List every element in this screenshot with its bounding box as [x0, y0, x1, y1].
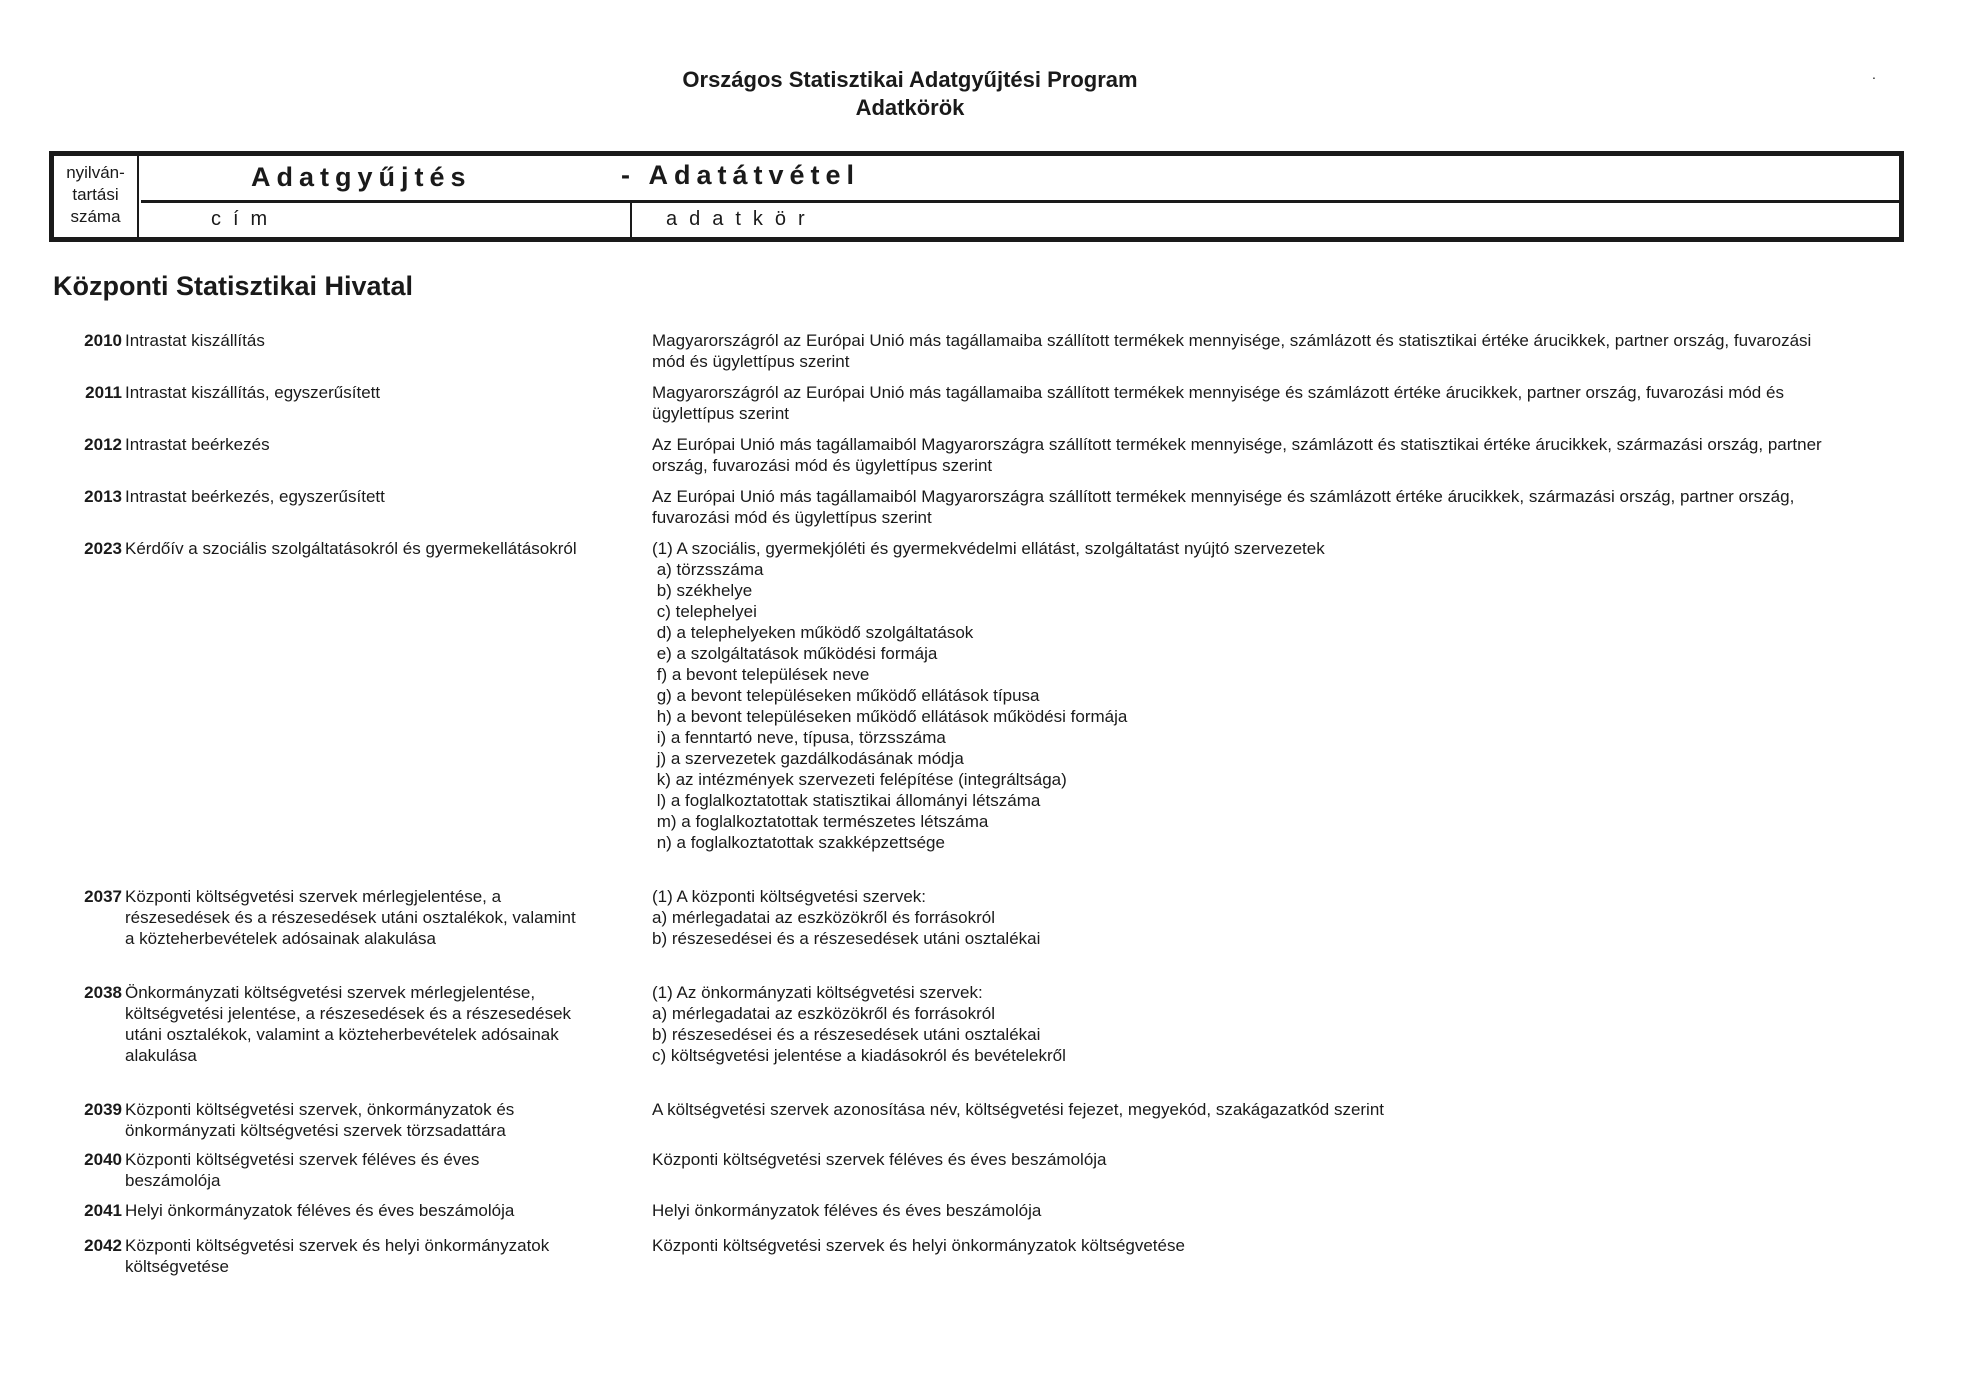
data-scope-line: Központi költségvetési szervek és helyi önkormányzatok költségvetése — [652, 1236, 1185, 1255]
header-top-row — [141, 156, 1899, 203]
data-scope-line: Az Európai Unió más tagállamaiból Magyarországra szállított termékek mennyisége, számlázott és statisztikai értéke árucikkek, származási ország, partner — [652, 435, 1822, 454]
registry-number: 2023 — [84, 539, 122, 558]
data-scope — [643, 1149, 1952, 1191]
data-scope-line: a) mérlegadatai az eszközökről és forrásokról — [652, 1004, 995, 1023]
data-scope-line: l) a foglalkoztatottak statisztikai állományi létszáma — [652, 791, 1041, 810]
collection-title — [122, 382, 643, 424]
header-adatatvetel: - Adatátvétel — [621, 160, 861, 190]
collection-title-line: a közteherbevételek adósainak alakulása — [125, 929, 436, 948]
data-scope — [643, 982, 1952, 1066]
collection-title-line: Központi költségvetési szervek féléves és éves — [125, 1150, 480, 1169]
registry-number: 2042 — [84, 1236, 122, 1255]
collection-title — [122, 538, 643, 853]
data-scope-line: k) az intézmények szervezeti felépítése (integráltsága) — [652, 770, 1067, 789]
table-row — [0, 886, 1983, 949]
collection-title — [122, 330, 643, 372]
collection-title-line: önkormányzati költségvetési szervek törzsadattára — [125, 1121, 506, 1140]
header-cim: cím — [211, 208, 280, 230]
data-scope — [643, 330, 1952, 372]
data-scope-line: Magyarországról az Európai Unió más tagállamaiba szállított termékek mennyisége, számlázott és statisztikai értéke árucikkek, partner ország, fuvarozási — [652, 331, 1812, 350]
corner-mark: . — [1872, 66, 1876, 82]
header-adatkor: adatkör — [666, 208, 817, 230]
registry-number: 2012 — [84, 435, 122, 454]
data-scope-line: m) a foglalkoztatottak természetes létszáma — [652, 812, 989, 831]
data-scope-line: i) a fenntartó neve, típusa, törzsszáma — [652, 728, 946, 747]
collection-title — [122, 982, 643, 1066]
header-bottom-row — [141, 203, 1899, 237]
table-row — [0, 982, 1983, 1066]
collection-title-line: részesedések és a részesedések utáni osztalékok, valamint — [125, 908, 576, 927]
registry-number: 2037 — [84, 887, 122, 906]
data-scope-line: g) a bevont településeken működő ellátások típusa — [652, 686, 1040, 705]
collection-title-line: Helyi önkormányzatok féléves és éves beszámolója — [125, 1201, 515, 1220]
collection-title — [122, 886, 643, 949]
data-scope-line: c) költségvetési jelentése a kiadásokról és bevételekről — [652, 1046, 1066, 1065]
collection-title — [122, 1235, 643, 1277]
data-scope-line: ország, fuvarozási mód és ügylettípus szerint — [652, 456, 993, 475]
data-scope-line: b) részesedései és a részesedések utáni osztalékai — [652, 929, 1041, 948]
registry-header-line: száma — [70, 207, 121, 226]
table-row — [0, 330, 1983, 372]
data-scope-line: Helyi önkormányzatok féléves és éves beszámolója — [652, 1201, 1042, 1220]
data-scope-line: mód és ügylettípus szerint — [652, 352, 850, 371]
data-scope-line: a) mérlegadatai az eszközökről és forrásokról — [652, 908, 995, 927]
data-scope-line: A költségvetési szervek azonosítása név, költségvetési fejezet, megyekód, szakágazatkód szerint — [652, 1100, 1385, 1119]
collection-title-line: Intrastat kiszállítás — [125, 331, 265, 350]
registry-number-header — [54, 156, 139, 237]
table-row — [0, 1149, 1983, 1191]
registry-number: 2011 — [85, 383, 122, 402]
data-scope — [643, 538, 1952, 853]
column-header-box — [49, 151, 1904, 242]
collection-title — [122, 1099, 643, 1141]
section-title: Központi Statisztikai Hivatal — [53, 271, 414, 301]
data-scope — [643, 1099, 1952, 1141]
data-scope-line: fuvarozási mód és ügylettípus szerint — [652, 508, 932, 527]
data-scope-line: n) a foglalkoztatottak szakképzettsége — [652, 833, 945, 852]
registry-header-line: tartási — [72, 185, 119, 204]
collection-title-line: költségvetése — [125, 1257, 229, 1276]
collection-title-line: költségvetési jelentése, a részesedések és a részesedések — [125, 1004, 572, 1023]
data-scope-line: d) a telephelyeken működő szolgáltatások — [652, 623, 974, 642]
collection-title-line: utáni osztalékok, valamint a közteherbevételek adósainak — [125, 1025, 559, 1044]
collection-title-line: Intrastat beérkezés — [125, 435, 270, 454]
collection-title — [122, 486, 643, 528]
data-scope — [643, 486, 1952, 528]
data-scope-line: b) részesedései és a részesedések utáni osztalékai — [652, 1025, 1041, 1044]
table-row — [0, 538, 1983, 853]
data-scope-line: h) a bevont településeken működő ellátások működési formája — [652, 707, 1128, 726]
collection-title-line: Központi költségvetési szervek, önkormányzatok és — [125, 1100, 515, 1119]
data-scope — [643, 1235, 1952, 1277]
data-scope-line: f) a bevont települések neve — [652, 665, 870, 684]
table-row — [0, 486, 1983, 528]
data-scope — [643, 1200, 1952, 1221]
table-row — [0, 382, 1983, 424]
collection-title-line: Önkormányzati költségvetési szervek mérlegjelentése, — [125, 983, 536, 1002]
table-row — [0, 1099, 1983, 1141]
data-scope-line: Az Európai Unió más tagállamaiból Magyarországra szállított termékek mennyisége és számlázott értéke árucikkek, származási ország, partner ország, — [652, 487, 1795, 506]
collection-title — [122, 434, 643, 476]
registry-number: 2038 — [84, 983, 122, 1002]
registry-number: 2040 — [84, 1150, 122, 1169]
data-scope-line: (1) Az önkormányzati költségvetési szervek: — [652, 983, 983, 1002]
table-row — [0, 434, 1983, 476]
data-scope-line: (1) A központi költségvetési szervek: — [652, 887, 927, 906]
header-adatgyujtes: Adatgyűjtés — [251, 162, 472, 192]
collection-title — [122, 1200, 643, 1221]
title-line-1: Országos Statisztikai Adatgyűjtési Program — [682, 67, 1138, 92]
data-scope-line: (1) A szociális, gyermekjóléti és gyermekvédelmi ellátást, szolgáltatást nyújtó szervezetek — [652, 539, 1325, 558]
data-scope-line: Központi költségvetési szervek féléves és éves beszámolója — [652, 1150, 1107, 1169]
collection-title-line: Intrastat kiszállítás, egyszerűsített — [125, 383, 381, 402]
registry-number: 2010 — [84, 331, 122, 350]
collection-title-line: Központi költségvetési szervek mérlegjelentése, a — [125, 887, 502, 906]
collection-title-line: beszámolója — [125, 1171, 221, 1190]
data-scope-line: ügylettípus szerint — [652, 404, 790, 423]
data-scope-line: b) székhelye — [652, 581, 753, 600]
table-row — [0, 1235, 1983, 1277]
data-scope — [643, 886, 1952, 949]
registry-number: 2013 — [84, 487, 122, 506]
data-scope-line: a) törzsszáma — [652, 560, 764, 579]
data-scope-line: Magyarországról az Európai Unió más tagállamaiba szállított termékek mennyisége és számlázott értéke árucikkek, partner ország, fuvarozási mód és — [652, 383, 1784, 402]
header-column-divider — [630, 203, 632, 237]
data-scope — [643, 434, 1952, 476]
data-scope — [643, 382, 1952, 424]
registry-number: 2039 — [84, 1100, 122, 1119]
data-scope-line: e) a szolgáltatások működési formája — [652, 644, 938, 663]
registry-header-line: nyilván- — [66, 163, 125, 182]
title-line-2: Adatkörök — [855, 95, 965, 120]
collection-title-line: alakulása — [125, 1046, 197, 1065]
collection-title-line: Kérdőív a szociális szolgáltatásokról és gyermekellátásokról — [125, 539, 577, 558]
data-rows — [0, 330, 1983, 1277]
collection-title-line: Központi költségvetési szervek és helyi önkormányzatok — [125, 1236, 550, 1255]
registry-number: 2041 — [84, 1201, 122, 1220]
collection-title-line: Intrastat beérkezés, egyszerűsített — [125, 487, 385, 506]
data-scope-line: c) telephelyei — [652, 602, 757, 621]
collection-title — [122, 1149, 643, 1191]
table-row — [0, 1200, 1983, 1221]
data-scope-line: j) a szervezetek gazdálkodásának módja — [652, 749, 964, 768]
page-title — [0, 66, 1820, 122]
